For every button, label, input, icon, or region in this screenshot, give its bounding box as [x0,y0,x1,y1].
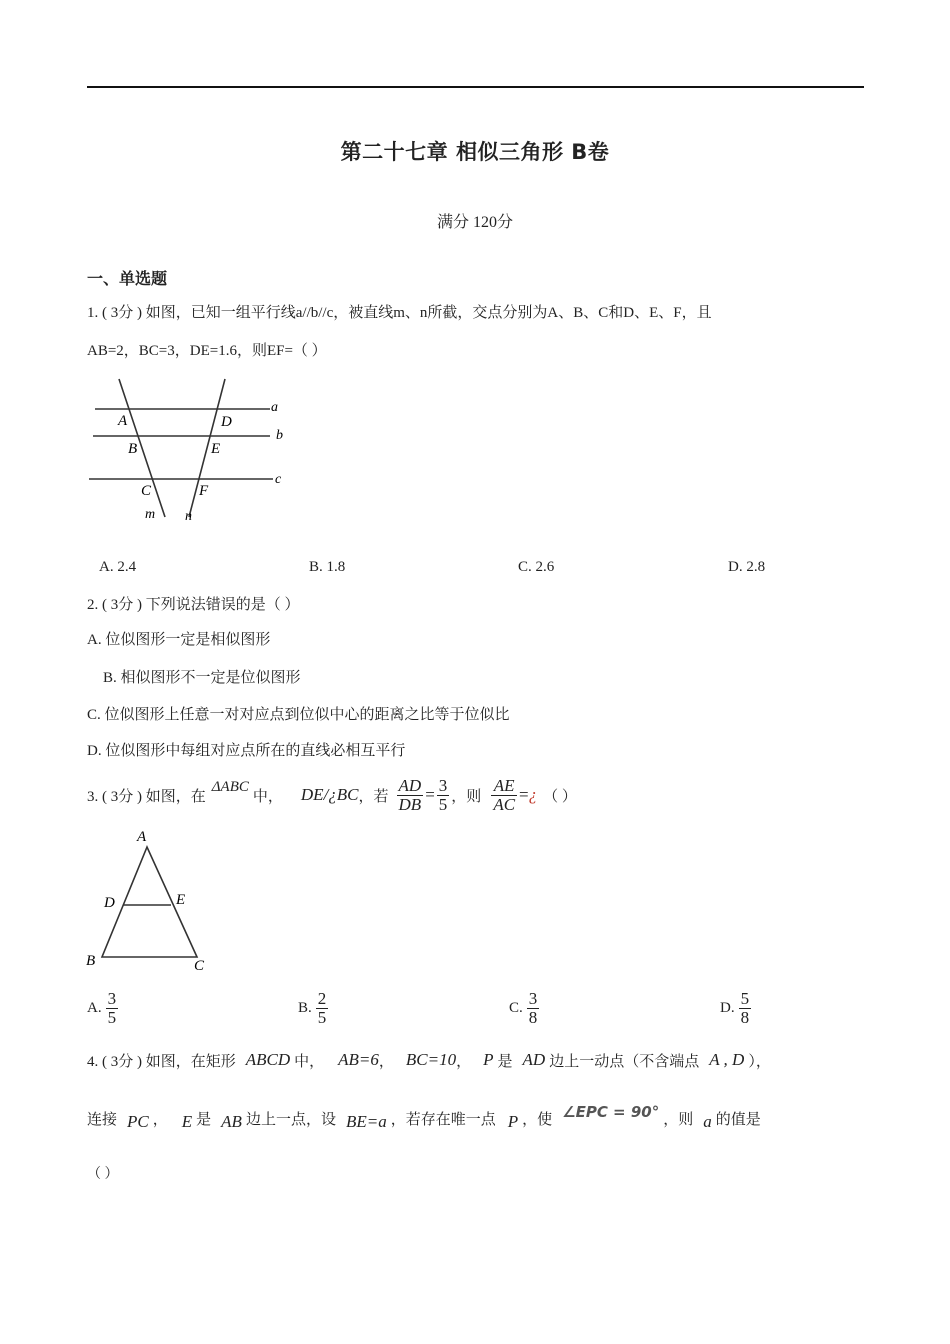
q3-frac-ae-ac [491,777,517,814]
q1-label-m: m [145,507,156,522]
q4-t3: 是 [497,1053,513,1070]
q3-if: ，若 [358,788,389,805]
q2-option-d[interactable]: D. 位似图形中每组对应点所在的直线必相互平行 [87,743,406,759]
q3-label-A: A [137,829,147,845]
q4-angle-epc: ∠EPC = 90° [562,1103,660,1121]
q3-mid: 中， [252,788,283,805]
q1-option-b[interactable]: B. 1.8 [309,559,346,575]
q3-option-a-frac [106,990,119,1027]
header-rule [87,86,864,88]
q4-t9: ，若存在唯一点 [390,1111,496,1128]
q2-option-b[interactable]: B. 相似图形不一定是位似图形 [103,670,301,686]
q4-comma2: ， [456,1053,472,1070]
q2-stem: 2. ( 3分 ) 下列说法错误的是（ ） [87,597,300,613]
q3-paren: （ ） [543,788,577,805]
q3-option-d-frac [739,990,752,1027]
q4-paren: （ ） [87,1167,119,1182]
q3-label-E: E [176,892,186,908]
q4-stem-line1 [87,1046,771,1074]
page-title: 第二十七章 相似三角形 B卷 [340,140,610,164]
q4-p: P [483,1050,494,1069]
q1-stem-line1: 1. ( 3分 ) 如图，已知一组平行线a//b//c，被直线m、n所截，交点分别为A、B、C和D、E、F，且 [87,305,712,321]
q4-ab: AB [221,1112,242,1131]
q4-e: E [181,1112,193,1131]
q1-label-D: D [221,414,232,430]
q3-triangle: ΔABC [211,778,249,795]
q3-option-c-frac [527,990,540,1027]
q3-option-c-den: 8 [528,1007,538,1027]
q4-t8: 边上一点，设 [245,1111,336,1128]
q3-option-b-frac [316,990,329,1027]
q3-eq2: = [519,785,529,804]
q3-label-C: C [194,958,205,974]
q3-frac1-num: AD [398,775,422,795]
q4-comma3: ， [152,1111,168,1128]
q3-frac-ad-db [397,777,424,814]
q1-parallel-lines-figure [85,375,295,525]
q4-t4: 边上一动点（不含端点 [549,1053,700,1070]
q4-ad: AD [522,1050,546,1069]
q1-option-d[interactable]: D. 2.8 [728,559,766,575]
q3-then: ，则 [451,788,482,805]
q3-option-a[interactable] [87,990,120,1027]
q1-label-F: F [199,483,209,499]
q1-label-n: n [185,509,192,524]
q3-frac2-den: 5 [438,794,448,814]
q4-t6: 连接 [87,1111,118,1128]
q3-label-D: D [104,895,115,911]
q1-label-B: B [128,441,138,457]
q4-ad-points: A , D [709,1050,745,1069]
q3-option-b-label: B. [298,999,312,1016]
q4-p2: P [507,1112,519,1131]
q4-stem-line2 [87,1102,761,1134]
q3-eq: = [425,785,435,804]
q1-label-c: c [275,472,282,487]
q1-label-a: a [271,400,278,415]
q4-t1: 4. ( 3分 ) 如图，在矩形 [87,1053,236,1070]
q4-t12: 的值是 [715,1111,761,1128]
q3-triangle-figure [82,825,212,975]
q1-label-C: C [141,483,152,499]
q1-stem-line2: AB=2，BC=3，DE=1.6，则EF=（ ） [87,343,327,359]
q4-bc10: BC=10 [405,1050,457,1069]
q3-option-a-den: 5 [107,1007,117,1027]
q4-t2: 中， [294,1053,325,1070]
q3-option-c-label: C. [509,999,523,1016]
q3-option-b-den: 5 [317,1007,327,1027]
q3-parallel: DE/¿BC [300,785,359,804]
q2-option-c[interactable]: C. 位似图形上任意一对对应点到位似中心的距离之比等于位似比 [87,707,510,723]
q3-option-a-num: 3 [107,989,117,1008]
q3-option-b-num: 2 [317,989,327,1008]
q3-frac2-num: 3 [438,775,448,795]
q3-option-d-label: D. [720,999,735,1016]
q3-option-d[interactable] [720,990,753,1027]
q3-frac3-num: AE [491,777,517,796]
q3-option-d-num: 5 [740,989,750,1008]
q2-option-a[interactable]: A. 位似图形一定是相似图形 [87,632,271,648]
q3-stem [87,771,577,819]
section-title: 一、单选题 [87,269,168,288]
q3-option-c[interactable] [509,990,541,1027]
q4-ab6: AB=6 [338,1050,379,1069]
q4-be-a: BE=a [345,1112,387,1131]
q4-t7: 是 [196,1111,212,1128]
q4-comma1: ， [378,1053,394,1070]
q1-option-a[interactable]: A. 2.4 [99,559,137,575]
q1-label-E: E [211,441,221,457]
q4-pc: PC [127,1112,149,1131]
q3-frac-3-5 [437,777,450,814]
q4-a: a [703,1112,712,1131]
q4-t5: ）， [748,1053,771,1070]
q1-label-A: A [118,413,128,429]
q1-option-c[interactable]: C. 2.6 [518,559,555,575]
q3-option-d-den: 8 [740,1007,750,1027]
total-score: 满分 120分 [436,214,513,231]
q4-abcd: ABCD [245,1050,291,1069]
q3-unknown: ¿ [528,785,538,804]
q3-label-B: B [86,953,96,969]
q4-t10: ，使 [522,1111,553,1128]
q3-frac3-den: AC [493,794,516,814]
q3-option-a-label: A. [87,999,102,1016]
q3-frac1-den: DB [398,794,422,814]
q3-prefix: 3. ( 3分 ) 如图，在 [87,788,206,805]
q3-option-b[interactable] [298,990,330,1027]
q4-t11: ，则 [663,1111,694,1128]
q1-label-b: b [276,428,283,443]
q3-option-c-num: 3 [528,989,538,1008]
